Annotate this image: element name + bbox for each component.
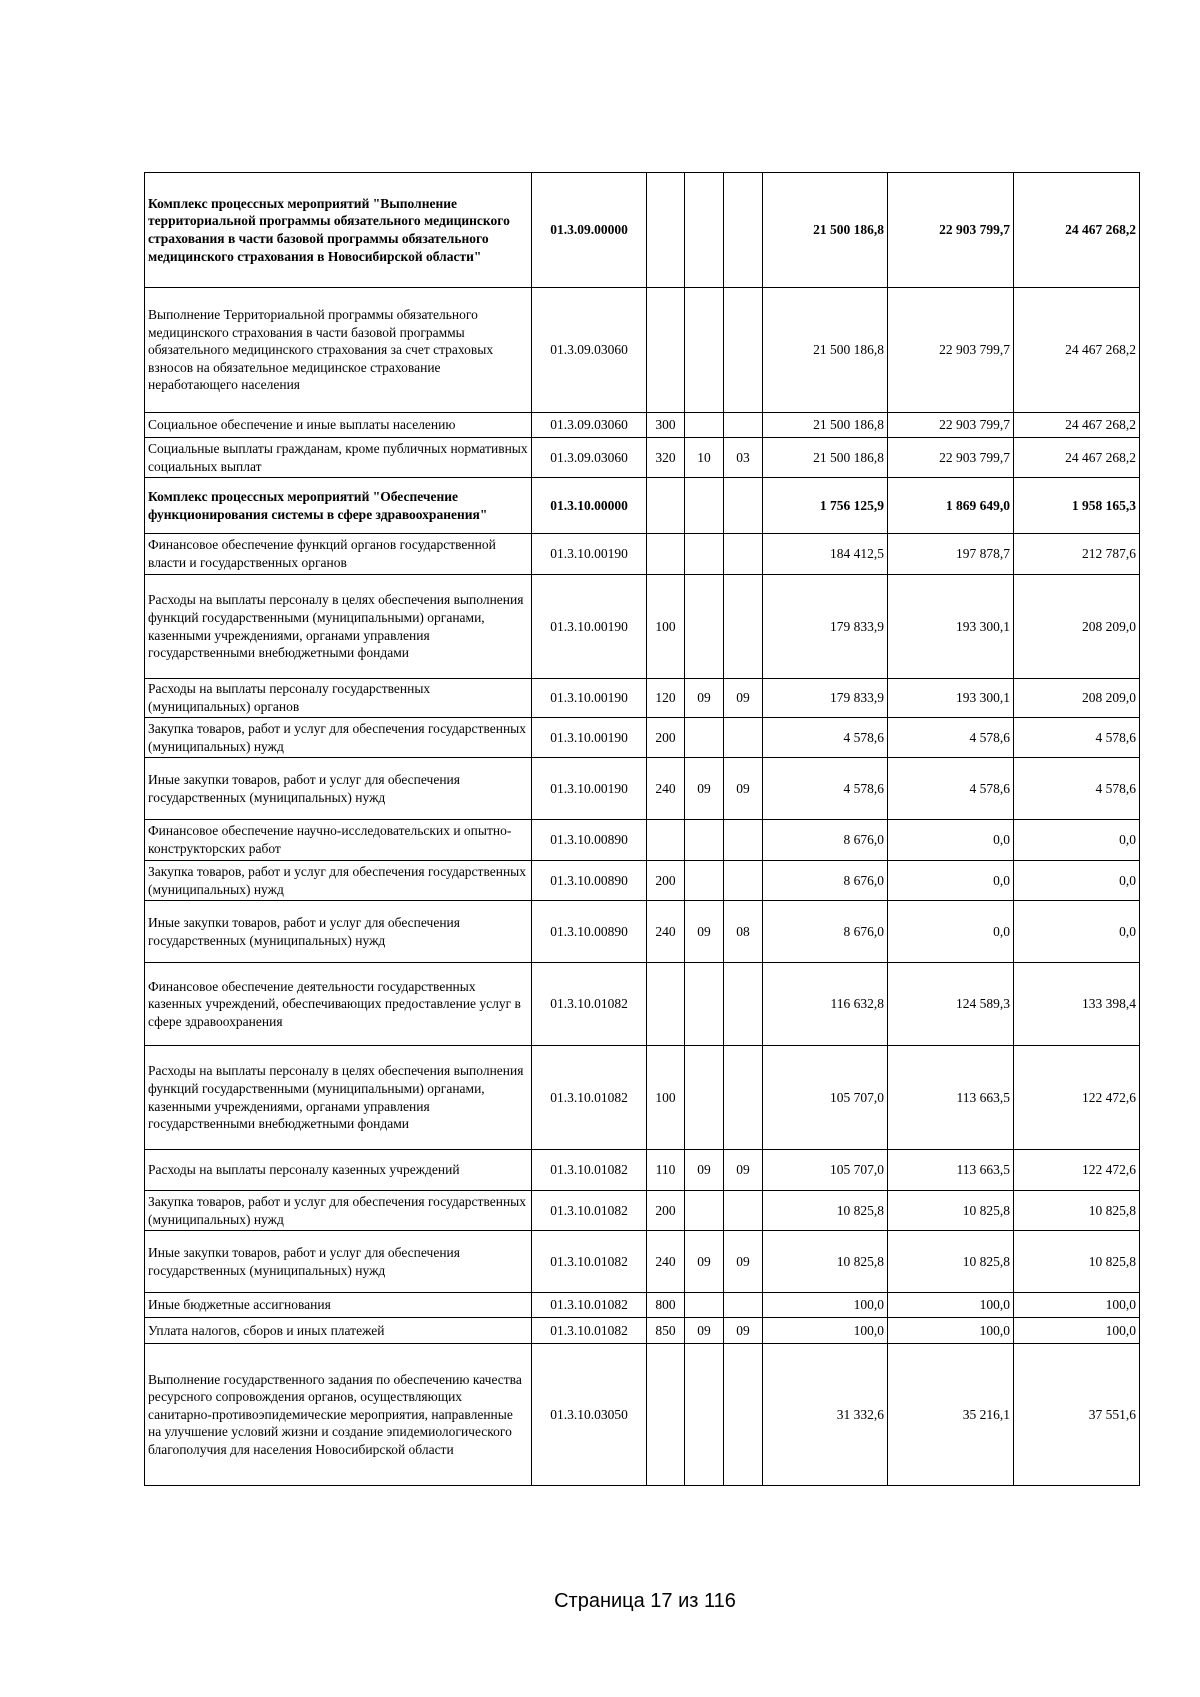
row-section [685,861,724,901]
table-row [145,1046,1140,1150]
table-row [145,1191,1140,1231]
row-amount-year3: 100,0 [1014,1293,1140,1318]
row-amount-year2: 4 578,6 [888,758,1014,820]
row-section: 09 [685,1318,724,1344]
table-row [145,758,1140,820]
row-amount-year1: 8 676,0 [763,901,888,963]
row-target-code: 01.3.10.00890 [532,901,647,963]
row-expense-type: 120 [647,679,685,718]
table-row [145,901,1140,963]
row-subsection [724,820,763,861]
row-section: 10 [685,438,724,478]
row-section [685,288,724,413]
table-row [145,679,1140,718]
table-row [145,963,1140,1046]
row-amount-year2: 100,0 [888,1318,1014,1344]
row-amount-year1: 21 500 186,8 [763,288,888,413]
row-name: Расходы на выплаты персоналу государственных (муниципальных) органов [145,679,532,718]
row-section [685,413,724,438]
row-subsection [724,1344,763,1486]
row-amount-year1: 105 707,0 [763,1150,888,1191]
row-amount-year3: 208 209,0 [1014,575,1140,679]
row-section [685,718,724,758]
budget-table [144,172,1140,1486]
row-target-code: 01.3.10.01082 [532,963,647,1046]
table-row [145,861,1140,901]
row-target-code: 01.3.10.01082 [532,1231,647,1293]
row-amount-year3: 0,0 [1014,820,1140,861]
row-subsection [724,413,763,438]
row-amount-year2: 100,0 [888,1293,1014,1318]
row-section: 09 [685,758,724,820]
row-amount-year3: 10 825,8 [1014,1231,1140,1293]
row-section [685,575,724,679]
row-target-code: 01.3.10.00190 [532,679,647,718]
row-expense-type: 850 [647,1318,685,1344]
row-amount-year1: 179 833,9 [763,575,888,679]
row-section: 09 [685,901,724,963]
table-row [145,1231,1140,1293]
row-section [685,1344,724,1486]
row-amount-year3: 24 467 268,2 [1014,438,1140,478]
row-amount-year3: 24 467 268,2 [1014,173,1140,288]
row-name: Комплекс процессных мероприятий "Выполнение территориальной программы обязательного медицинского страхования в части базовой программы обязательного медицинского страхования в Новосибирской области" [145,173,532,288]
row-name: Выполнение государственного задания по обеспечению качества ресурсного сопровождения органов, осуществляющих санитарно-противоэпидемические мероприятия, направленные на улучшение условий жизни и создание эпидемиологического благополучия для населения Новосибирской области [145,1344,532,1486]
row-amount-year3: 100,0 [1014,1318,1140,1344]
row-amount-year2: 193 300,1 [888,575,1014,679]
row-subsection [724,861,763,901]
row-amount-year2: 35 216,1 [888,1344,1014,1486]
row-section [685,1046,724,1150]
row-amount-year2: 10 825,8 [888,1191,1014,1231]
row-amount-year2: 22 903 799,7 [888,413,1014,438]
row-target-code: 01.3.09.03060 [532,413,647,438]
row-subsection: 09 [724,1150,763,1191]
row-name: Комплекс процессных мероприятий "Обеспечение функционирования системы в сфере здравоохранения" [145,478,532,534]
table-row [145,1293,1140,1318]
row-target-code: 01.3.09.00000 [532,173,647,288]
table-row [145,413,1140,438]
row-amount-year1: 8 676,0 [763,861,888,901]
table-row [145,1318,1140,1344]
row-amount-year1: 4 578,6 [763,758,888,820]
row-target-code: 01.3.10.00190 [532,718,647,758]
row-amount-year2: 22 903 799,7 [888,173,1014,288]
row-amount-year2: 113 663,5 [888,1046,1014,1150]
row-amount-year1: 184 412,5 [763,534,888,575]
row-target-code: 01.3.10.00890 [532,820,647,861]
row-subsection [724,288,763,413]
row-subsection: 09 [724,1318,763,1344]
row-amount-year2: 10 825,8 [888,1231,1014,1293]
row-amount-year3: 37 551,6 [1014,1344,1140,1486]
row-name: Расходы на выплаты персоналу казенных учреждений [145,1150,532,1191]
table-row [145,1150,1140,1191]
row-name: Закупка товаров, работ и услуг для обеспечения государственных (муниципальных) нужд [145,861,532,901]
row-name: Закупка товаров, работ и услуг для обеспечения государственных (муниципальных) нужд [145,718,532,758]
table-row [145,478,1140,534]
row-amount-year3: 208 209,0 [1014,679,1140,718]
row-amount-year1: 179 833,9 [763,679,888,718]
row-name: Финансовое обеспечение деятельности государственных казенных учреждений, обеспечивающих предоставление услуг в сфере здравоохранения [145,963,532,1046]
row-amount-year2: 4 578,6 [888,718,1014,758]
row-expense-type: 100 [647,575,685,679]
row-subsection [724,575,763,679]
row-target-code: 01.3.10.00190 [532,534,647,575]
row-subsection: 09 [724,1231,763,1293]
row-target-code: 01.3.10.00000 [532,478,647,534]
row-amount-year1: 8 676,0 [763,820,888,861]
row-target-code: 01.3.10.01082 [532,1293,647,1318]
row-name: Иные закупки товаров, работ и услуг для обеспечения государственных (муниципальных) нужд [145,901,532,963]
row-amount-year3: 24 467 268,2 [1014,413,1140,438]
row-amount-year1: 10 825,8 [763,1231,888,1293]
row-amount-year1: 105 707,0 [763,1046,888,1150]
row-target-code: 01.3.10.00190 [532,575,647,679]
row-amount-year1: 21 500 186,8 [763,173,888,288]
row-name: Социальное обеспечение и иные выплаты населению [145,413,532,438]
row-name: Выполнение Территориальной программы обязательного медицинского страхования в части базовой программы обязательного медицинского страхования за счет страховых взносов на обязательное медицинское страхование неработающего населения [145,288,532,413]
row-expense-type: 200 [647,1191,685,1231]
row-expense-type: 240 [647,758,685,820]
row-amount-year2: 0,0 [888,901,1014,963]
row-amount-year3: 212 787,6 [1014,534,1140,575]
row-amount-year3: 24 467 268,2 [1014,288,1140,413]
row-amount-year2: 0,0 [888,820,1014,861]
row-section [685,820,724,861]
row-amount-year1: 21 500 186,8 [763,438,888,478]
table-row [145,438,1140,478]
row-amount-year1: 10 825,8 [763,1191,888,1231]
row-amount-year3: 4 578,6 [1014,758,1140,820]
row-amount-year2: 113 663,5 [888,1150,1014,1191]
row-amount-year1: 100,0 [763,1293,888,1318]
row-section [685,1293,724,1318]
row-subsection [724,534,763,575]
row-amount-year2: 124 589,3 [888,963,1014,1046]
row-expense-type: 200 [647,718,685,758]
row-amount-year3: 133 398,4 [1014,963,1140,1046]
row-section [685,173,724,288]
row-expense-type [647,963,685,1046]
row-amount-year2: 1 869 649,0 [888,478,1014,534]
row-subsection [724,1191,763,1231]
row-amount-year3: 0,0 [1014,901,1140,963]
row-name: Расходы на выплаты персоналу в целях обеспечения выполнения функций государственными (муниципальными) органами, казенными учреждениями, органами управления государственными внебюджетными фондами [145,575,532,679]
row-subsection [724,478,763,534]
row-amount-year1: 116 632,8 [763,963,888,1046]
row-name: Социальные выплаты гражданам, кроме публичных нормативных социальных выплат [145,438,532,478]
table-row [145,575,1140,679]
table-row [145,288,1140,413]
row-section [685,478,724,534]
row-target-code: 01.3.09.03060 [532,288,647,413]
row-target-code: 01.3.10.03050 [532,1344,647,1486]
row-section [685,1191,724,1231]
row-expense-type: 800 [647,1293,685,1318]
page-number: Страница 17 из 116 [554,1590,736,1612]
row-name: Расходы на выплаты персоналу в целях обеспечения выполнения функций государственными (муниципальными) органами, казенными учреждениями, органами управления государственными внебюджетными фондами [145,1046,532,1150]
row-expense-type [647,173,685,288]
row-amount-year1: 1 756 125,9 [763,478,888,534]
table-row [145,173,1140,288]
row-name: Уплата налогов, сборов и иных платежей [145,1318,532,1344]
row-subsection [724,1046,763,1150]
row-amount-year3: 1 958 165,3 [1014,478,1140,534]
row-expense-type [647,288,685,413]
row-subsection: 08 [724,901,763,963]
row-target-code: 01.3.10.00890 [532,861,647,901]
row-subsection [724,718,763,758]
table-row [145,534,1140,575]
row-amount-year2: 22 903 799,7 [888,438,1014,478]
row-subsection [724,1293,763,1318]
row-amount-year1: 100,0 [763,1318,888,1344]
row-expense-type: 300 [647,413,685,438]
row-expense-type [647,1344,685,1486]
row-subsection: 09 [724,758,763,820]
row-amount-year1: 21 500 186,8 [763,413,888,438]
row-section: 09 [685,1231,724,1293]
row-amount-year2: 0,0 [888,861,1014,901]
row-amount-year2: 22 903 799,7 [888,288,1014,413]
row-amount-year3: 4 578,6 [1014,718,1140,758]
row-target-code: 01.3.10.01082 [532,1318,647,1344]
row-amount-year3: 122 472,6 [1014,1046,1140,1150]
row-amount-year3: 122 472,6 [1014,1150,1140,1191]
row-subsection: 03 [724,438,763,478]
row-expense-type: 320 [647,438,685,478]
row-amount-year2: 193 300,1 [888,679,1014,718]
row-expense-type: 240 [647,1231,685,1293]
row-name: Иные бюджетные ассигнования [145,1293,532,1318]
row-expense-type: 110 [647,1150,685,1191]
row-amount-year3: 0,0 [1014,861,1140,901]
row-target-code: 01.3.10.01082 [532,1191,647,1231]
row-subsection: 09 [724,679,763,718]
row-section: 09 [685,1150,724,1191]
row-target-code: 01.3.10.01082 [532,1046,647,1150]
table-row [145,1344,1140,1486]
row-expense-type: 200 [647,861,685,901]
table-row [145,820,1140,861]
row-amount-year1: 31 332,6 [763,1344,888,1486]
row-amount-year2: 197 878,7 [888,534,1014,575]
row-section [685,534,724,575]
row-target-code: 01.3.10.00190 [532,758,647,820]
row-amount-year1: 4 578,6 [763,718,888,758]
table-row [145,718,1140,758]
row-subsection [724,963,763,1046]
row-name: Финансовое обеспечение функций органов государственной власти и государственных органов [145,534,532,575]
row-subsection [724,173,763,288]
row-section [685,963,724,1046]
row-section: 09 [685,679,724,718]
row-target-code: 01.3.09.03060 [532,438,647,478]
row-target-code: 01.3.10.01082 [532,1150,647,1191]
row-expense-type [647,820,685,861]
row-expense-type [647,534,685,575]
row-expense-type: 100 [647,1046,685,1150]
row-expense-type: 240 [647,901,685,963]
row-amount-year3: 10 825,8 [1014,1191,1140,1231]
row-name: Иные закупки товаров, работ и услуг для обеспечения государственных (муниципальных) нужд [145,758,532,820]
row-name: Иные закупки товаров, работ и услуг для обеспечения государственных (муниципальных) нужд [145,1231,532,1293]
row-name: Закупка товаров, работ и услуг для обеспечения государственных (муниципальных) нужд [145,1191,532,1231]
row-expense-type [647,478,685,534]
row-name: Финансовое обеспечение научно-исследовательских и опытно-конструкторских работ [145,820,532,861]
